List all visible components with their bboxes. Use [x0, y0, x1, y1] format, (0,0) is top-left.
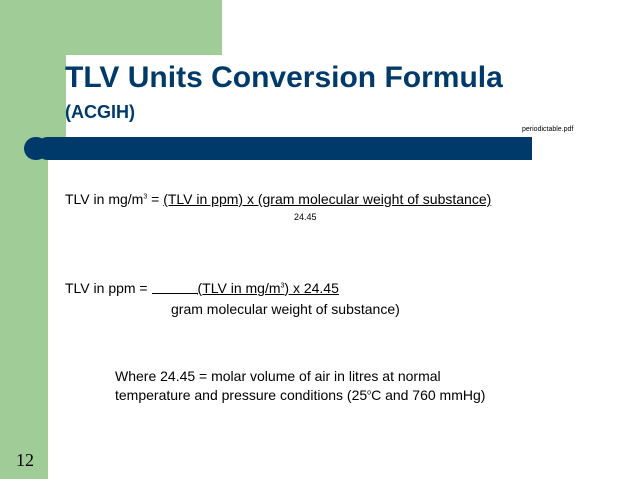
formula2-blank-line	[152, 281, 198, 294]
formula1-denominator: 24.45	[294, 212, 317, 222]
decor-left-band	[0, 0, 48, 479]
formula1-line	[65, 192, 491, 206]
decor-top-band	[48, 0, 222, 55]
slide-title: TLV Units Conversion Formula	[65, 61, 503, 94]
formula2-numerator-a: (TLV in mg/m	[197, 280, 281, 296]
note-line2-sup: o	[367, 389, 372, 397]
note-line2	[115, 388, 485, 402]
reference-link[interactable]: periodictable.pdf	[522, 126, 574, 133]
formula2-denominator: gram molecular weight of substance)	[171, 301, 400, 317]
formula1-equals: =	[147, 191, 164, 207]
slide-subtitle: (ACGIH)	[65, 102, 135, 122]
formula1-numerator: (TLV in ppm) x (gram molecular weight of substance)	[163, 191, 492, 207]
formula1-lhs-sup: 3	[143, 193, 148, 201]
divider-bar	[36, 137, 532, 160]
note-line1: Where 24.45 = molar volume of air in litres at normal	[115, 368, 441, 384]
formula2-numerator-b: ) x 24.45	[284, 280, 339, 296]
note-line2-b: C and 760 mmHg)	[371, 387, 486, 403]
note-line2-a: temperature and pressure conditions (25	[115, 387, 368, 403]
formula1-lhs: TLV in mg/m	[65, 191, 144, 207]
formula2-numerator-sup: 3	[280, 282, 285, 290]
decor-square	[48, 55, 66, 143]
formula2-line	[65, 281, 339, 295]
formula2-numerator	[198, 280, 339, 296]
formula2-lhs: TLV in ppm =	[65, 280, 152, 296]
page-number: 12	[16, 450, 34, 470]
